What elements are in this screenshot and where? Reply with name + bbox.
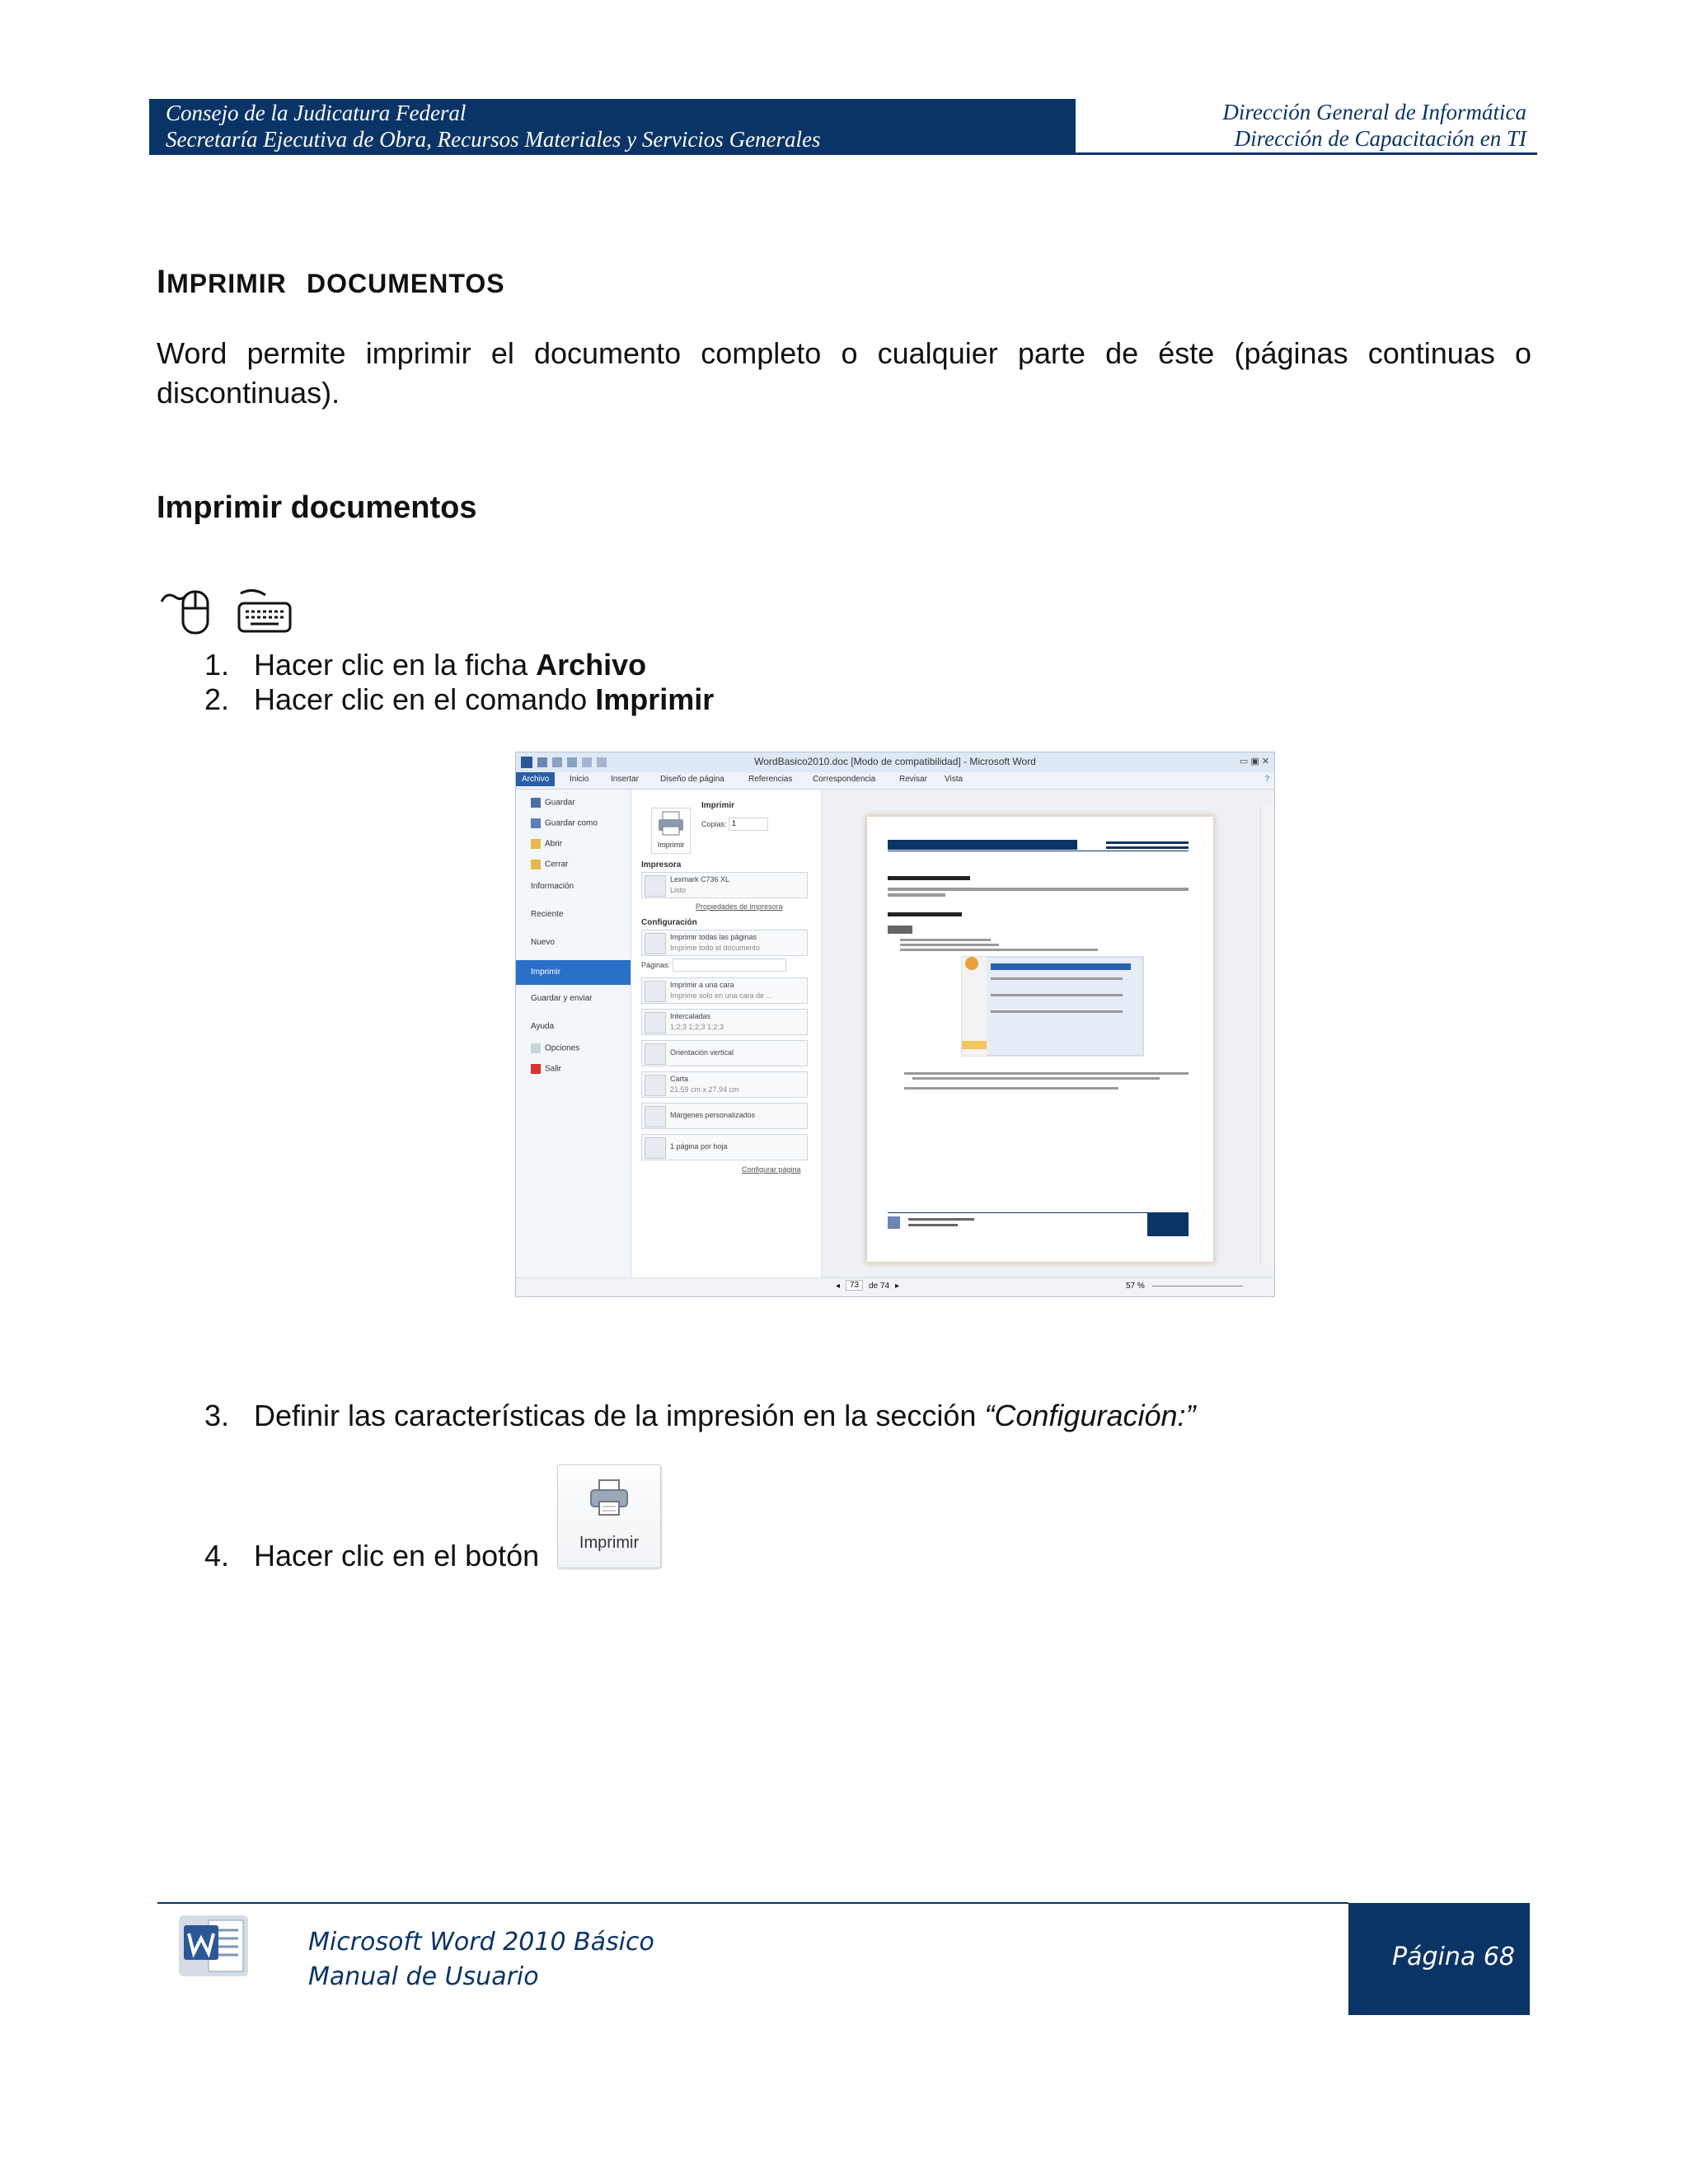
section-title: IMPRIMIR DOCUMENTOS (157, 264, 505, 300)
nav-abrir[interactable]: Abrir (531, 839, 562, 849)
paper-icon (645, 1075, 666, 1096)
tab-insertar[interactable]: Insertar (611, 775, 639, 784)
config-heading: Configuración (641, 918, 697, 927)
one-side-icon (645, 981, 666, 1002)
printer-properties-link[interactable]: Propiedades de impresora (696, 902, 783, 911)
save-as-icon (531, 818, 541, 828)
exit-icon (531, 1064, 541, 1074)
nav-informacion[interactable]: Información (531, 882, 574, 891)
header-rule (149, 152, 1537, 155)
margins-select[interactable]: Márgenes personalizados (641, 1103, 808, 1129)
footer-text (308, 1925, 654, 1994)
portrait-icon (645, 1043, 666, 1065)
print-big-button[interactable]: Imprimir (651, 808, 691, 854)
step-4: 4. Hacer clic en el botón (204, 1539, 540, 1572)
collate-select[interactable]: Intercaladas 1;2;3 1;2;3 1;2;3 (641, 1009, 808, 1035)
zoom-level: 57 % (1126, 1282, 1145, 1291)
window-controls[interactable]: ▭ ▣ ✕ (1239, 757, 1269, 766)
print-preview-pane (822, 790, 1274, 1296)
preview-statusbar (516, 1277, 1274, 1296)
printer-icon (588, 1479, 631, 1518)
preview-page (867, 817, 1213, 1262)
copies-label: Copias: (701, 820, 727, 828)
window-title: WordBasico2010.doc [Modo de compatibilidad] - Microsoft Word (754, 756, 1036, 767)
step-3: 3. Definir las características de la impresión en la sección “Configuración:” (204, 1399, 1196, 1432)
footer-rule (157, 1902, 1348, 1904)
nav-salir[interactable]: Salir (531, 1064, 561, 1074)
print-range-select[interactable]: Imprimir todas las páginas Imprime todo el documento (641, 930, 808, 956)
pages-label: Páginas: (641, 961, 671, 969)
save-icon (531, 798, 541, 808)
pages-icon (645, 933, 666, 954)
header-right (1222, 99, 1526, 152)
nav-ayuda[interactable]: Ayuda (531, 1022, 555, 1031)
tab-diseno[interactable]: Diseño de página (660, 775, 724, 784)
margins-icon (645, 1106, 666, 1127)
header-subdirection: Dirección de Capacitación en TI (1234, 126, 1526, 151)
copies-input[interactable]: 1 (729, 818, 768, 831)
page-total: de 74 (869, 1282, 890, 1291)
word-print-screenshot (515, 752, 1275, 1297)
printer-heading: Impresora (641, 860, 682, 869)
imprimir-button-label: Imprimir (579, 1534, 640, 1552)
tab-archivo[interactable]: Archivo (516, 772, 555, 786)
nav-opciones[interactable]: Opciones (531, 1043, 579, 1053)
print-settings-pane (631, 790, 822, 1296)
header-org: Consejo de la Judicatura Federal (166, 101, 467, 125)
paper-size-select[interactable]: Carta 21.59 cm x 27.94 cm (641, 1071, 808, 1098)
mouse-keyboard-icons (158, 585, 298, 636)
subsection-title: Imprimir documentos (157, 490, 477, 525)
footer-course: Microsoft Word 2010 Básico (308, 1928, 654, 1957)
nav-nuevo[interactable]: Nuevo (531, 938, 555, 947)
vertical-scrollbar[interactable] (1260, 806, 1273, 1263)
print-heading: Imprimir (701, 801, 735, 810)
close-folder-icon (531, 860, 541, 869)
backstage-nav (516, 790, 631, 1296)
imprimir-button[interactable] (557, 1465, 661, 1568)
tab-vista[interactable]: Vista (945, 775, 964, 784)
pages-per-sheet-select[interactable]: 1 página por hoja (641, 1134, 808, 1160)
prev-page-arrow-icon[interactable]: ◂ (836, 1282, 841, 1291)
nav-cerrar[interactable]: Cerrar (531, 860, 568, 869)
preview-page-thumbnail (867, 817, 1213, 1262)
tab-revisar[interactable]: Revisar (899, 775, 927, 784)
nav-guardar[interactable]: Guardar (531, 798, 575, 808)
header-secretariat: Secretaría Ejecutiva de Obra, Recursos Materiales y Servicios Generales (166, 127, 821, 152)
nav-guardar-como[interactable]: Guardar como (531, 818, 598, 828)
options-icon (531, 1043, 541, 1053)
tab-referencias[interactable]: Referencias (748, 775, 793, 784)
collate-icon (645, 1012, 666, 1033)
help-icon[interactable]: ? (1264, 775, 1269, 784)
mouse-icon (162, 592, 208, 633)
ribbon-tabs (516, 772, 1274, 790)
intro-paragraph: Word permite imprimir el documento completo o cualquier parte de éste (páginas continuas o discontinuas). (157, 336, 1531, 410)
header-direction: Dirección General de Informática (1222, 100, 1526, 124)
open-folder-icon (531, 839, 541, 849)
page-per-sheet-icon (645, 1137, 666, 1159)
sides-select[interactable]: Imprimir a una cara Imprime solo en una cara de ... (641, 977, 808, 1004)
page-number: Página 68 (1392, 1943, 1515, 1971)
page-setup-link[interactable]: Configurar página (742, 1165, 801, 1174)
tab-inicio[interactable]: Inicio (570, 775, 589, 784)
footer-manual: Manual de Usuario (308, 1962, 539, 1991)
page-number-input[interactable]: 73 (846, 1280, 863, 1291)
next-page-arrow-icon[interactable]: ▸ (895, 1282, 900, 1291)
printer-small-icon (645, 875, 666, 897)
footer-page-box (1348, 1903, 1530, 2015)
step-2: 2. Hacer clic en el comando Imprimir (204, 682, 715, 716)
word-logo-icon (176, 1910, 251, 1980)
nav-imprimir[interactable]: Imprimir (516, 960, 631, 985)
window-titlebar (516, 752, 1274, 772)
nav-guardar-enviar[interactable]: Guardar y enviar (531, 994, 593, 1003)
nav-reciente[interactable]: Reciente (531, 910, 564, 919)
printer-icon (652, 808, 690, 838)
orientation-select[interactable]: Orientación vertical (641, 1040, 808, 1066)
pages-input[interactable] (673, 958, 786, 972)
tab-correspondencia[interactable]: Correspondencia (813, 775, 876, 784)
keyboard-icon (239, 590, 290, 631)
step-1: 1. Hacer clic en la ficha Archivo (204, 648, 647, 682)
header-left-banner (149, 99, 1076, 153)
printer-select[interactable]: Lexmark C736 XL Listo (641, 872, 808, 898)
